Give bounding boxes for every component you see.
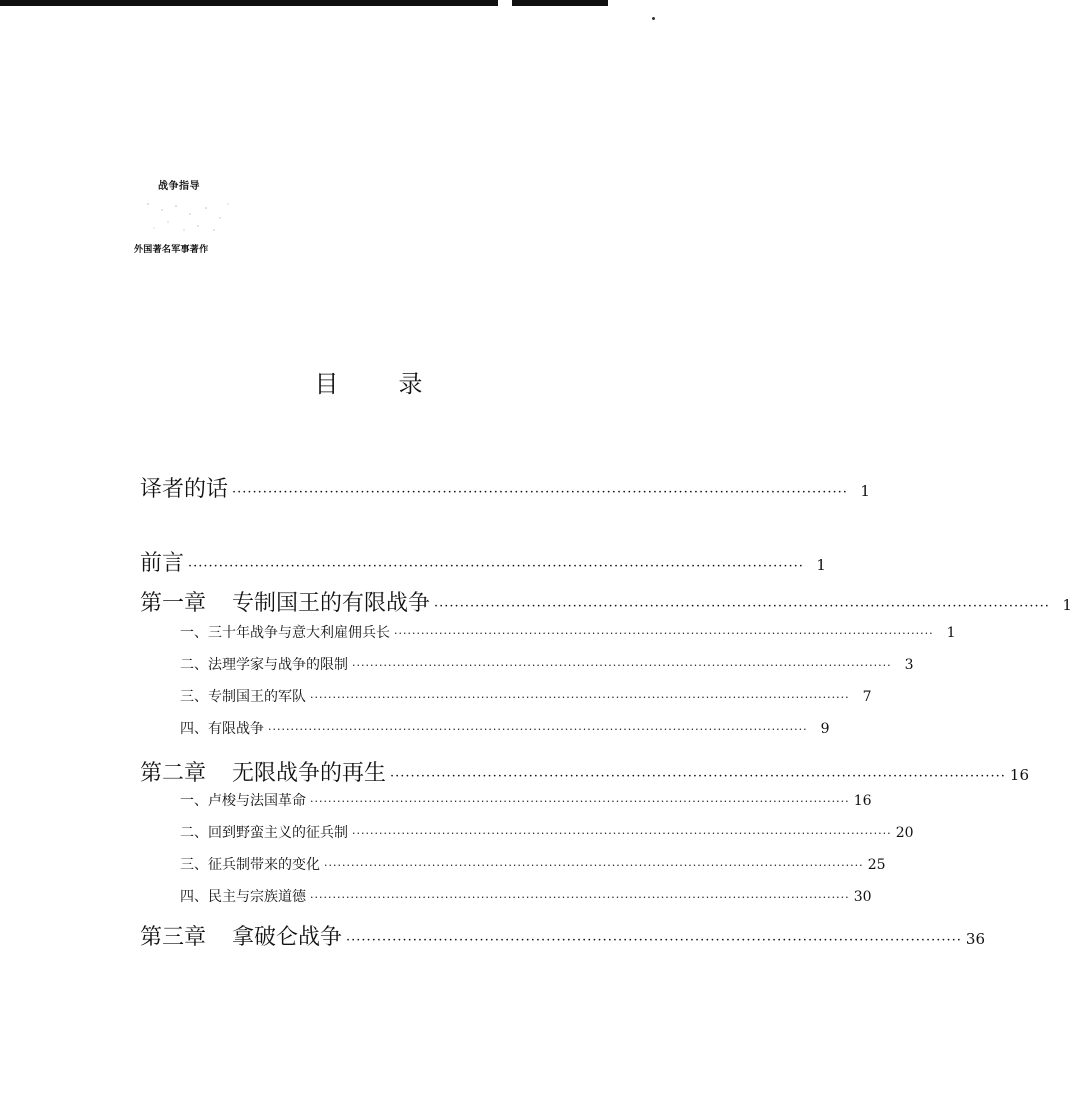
toc-entry-title: 一、卢梭与法国革命: [180, 793, 306, 809]
toc-entry: [140, 756, 1030, 787]
toc-entry-title: 前言: [140, 551, 185, 576]
top-scan-rule-gap: [498, 0, 512, 6]
toc-entry-label: [140, 586, 430, 617]
toc-entry: [180, 854, 886, 874]
dot-leader: ························································································································: [188, 559, 804, 574]
series-title: 战争指导: [158, 181, 200, 192]
toc-page-number: 7: [862, 689, 872, 705]
toc-page-number: 1: [1062, 596, 1072, 614]
toc-entry-label: [180, 654, 348, 674]
toc-entry-title: 二、回到野蛮主义的征兵制: [180, 825, 348, 841]
toc-page-number: 1: [946, 625, 956, 641]
toc-page-number: 3: [904, 657, 914, 673]
toc-page-number: 30: [853, 889, 872, 905]
toc-entry: [180, 822, 914, 842]
chapter-number: 第一章: [140, 591, 207, 616]
dot-leader: ························································································································: [268, 723, 808, 736]
chapter-number: 第三章: [140, 925, 207, 950]
toc-entry: [180, 654, 914, 674]
toc-entry-title: 译者的话: [140, 477, 229, 502]
top-scan-rule: [0, 0, 608, 6]
toc-entry: [180, 790, 872, 810]
toc-entry-label: [140, 472, 228, 503]
toc-entry-title: 四、有限战争: [180, 721, 264, 737]
series-subtitle: 外国著名军事著作: [134, 245, 209, 255]
toc-entry-title: 拿破仑战争: [232, 925, 343, 950]
toc-entry: [140, 546, 826, 577]
toc-entry-label: [140, 920, 342, 951]
toc-entry: [140, 586, 1072, 617]
toc-entry-title: 一、三十年战争与意大利雇佣兵长: [180, 625, 390, 641]
toc-entry-label: [180, 886, 306, 906]
toc-entry-title: 二、法理学家与战争的限制: [180, 657, 348, 673]
toc-page-number: 16: [853, 793, 872, 809]
dot-leader: ························································································································: [390, 769, 1006, 784]
toc-entry-label: [140, 756, 386, 787]
toc-entry: [180, 686, 872, 706]
toc-entry-label: [140, 546, 184, 577]
toc-entry-label: [180, 622, 390, 642]
dot-leader: ························································································································: [310, 691, 850, 704]
chapter-number: 第二章: [140, 761, 207, 786]
dot-leader: ························································································································: [352, 659, 892, 672]
series-emblem-image: [128, 196, 238, 236]
toc-entry: [140, 920, 986, 951]
toc-page-number: 36: [965, 930, 986, 948]
toc-entry: [140, 472, 870, 503]
toc-entry-title: 三、专制国王的军队: [180, 689, 306, 705]
toc-page-number: 25: [867, 857, 886, 873]
toc-page-number: 9: [820, 721, 830, 737]
toc-entry: [180, 718, 830, 738]
toc-entry-label: [180, 854, 320, 874]
toc-entry-title: 无限战争的再生: [232, 761, 387, 786]
toc-entry-label: [180, 790, 306, 810]
toc-entry: [180, 886, 872, 906]
toc-page-number: 16: [1009, 766, 1030, 784]
toc-entry-label: [180, 822, 348, 842]
toc-page-number: 1: [816, 556, 826, 574]
dot-leader: ························································································································: [310, 891, 850, 904]
toc-entry-label: [180, 718, 264, 738]
dot-leader: ························································································································: [324, 859, 864, 872]
toc-page-number: 1: [860, 482, 870, 500]
toc-heading: 目录: [314, 370, 483, 398]
toc-entry-title: 三、征兵制带来的变化: [180, 857, 320, 873]
scan-speck: [652, 17, 655, 20]
toc-entry-title: 四、民主与宗族道德: [180, 889, 306, 905]
dot-leader: ························································································································: [310, 795, 850, 808]
dot-leader: ························································································································: [434, 599, 1050, 614]
dot-leader: ························································································································: [394, 627, 934, 640]
dot-leader: ························································································································: [352, 827, 892, 840]
toc-entry: [180, 622, 956, 642]
dot-leader: ························································································································: [346, 933, 962, 948]
toc-entry-label: [180, 686, 306, 706]
toc-page-number: 20: [895, 825, 914, 841]
dot-leader: ························································································································: [232, 485, 848, 500]
toc-entry-title: 专制国王的有限战争: [232, 591, 431, 616]
